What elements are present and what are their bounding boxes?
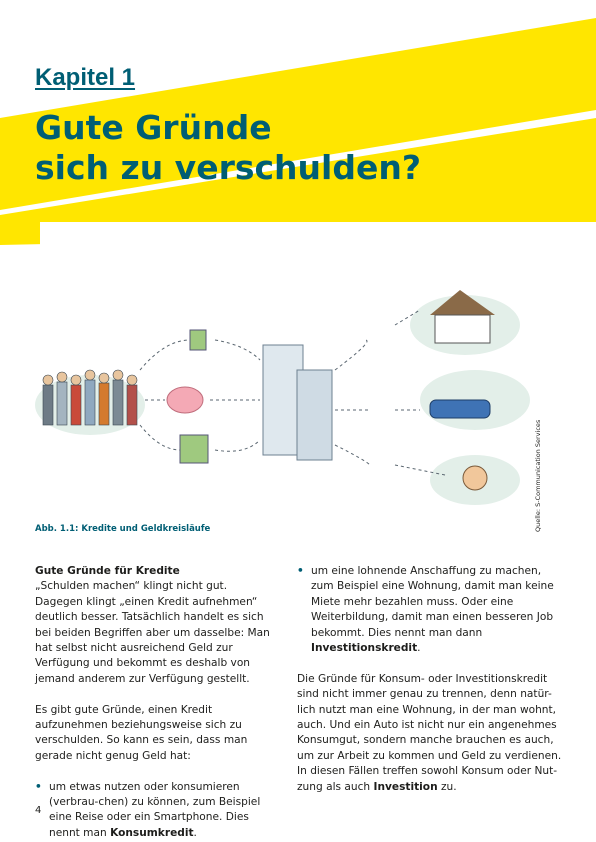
group-of-people <box>43 370 137 425</box>
title-line-1: Gute Gründe <box>35 108 272 147</box>
car <box>430 400 490 418</box>
money-jar <box>190 330 206 350</box>
bullet-dot: • <box>297 565 304 577</box>
section-subheading: Gute Gründe für Kredite <box>35 565 180 577</box>
title-line-2: sich zu verschulden? <box>35 148 421 187</box>
distinction-paragraph: Die Gründe für Konsum- oder Investitionskredit sind nicht immer genau zu trennen, denn natür-lich nutzt man eine Wohnung, in der man wohnt, auch. Und ein Auto ist nicht nur ein angenehmes Konsumgut, sondern manche brauchen es auch, um zur Arbeit zu kommen und Geld zu verdienen. In diesen Fällen treffen sowohl Konsum oder Nut-zung als auch Investition zu. <box>297 672 562 793</box>
figure-source: Quelle: S-Communication Services <box>534 419 542 532</box>
intro-paragraph: „Schulden machen“ klingt nicht gut. Dagegen klingt „einen Kredit aufnehmen“ deutlich besser. Tatsächlich handelt es sich bei beiden Begriffen aber um dasselbe: Man hat selbst nicht ausreichend Geld zur Verfügung und bekommt es deshalb von jemand anderem zur Verfügung gestellt. <box>35 580 270 685</box>
money-bills <box>180 435 208 463</box>
page-title <box>35 108 421 188</box>
figure-caption: Abb. 1.1: Kredite und Geldkreisläufe <box>35 524 211 534</box>
graduate <box>463 466 487 490</box>
piggy-bank <box>167 387 203 413</box>
right-column <box>297 564 562 795</box>
page-number: 4 <box>35 805 42 816</box>
consumer-credit-bullet: • um etwas nutzen oder konsumieren (verbrau-chen) zu können, zum Beispiel eine Reise oder ein Smartphone. Dies nennt man Konsumkredit. <box>35 780 261 839</box>
credit-cycle-illustration <box>35 230 545 510</box>
bank-towers <box>263 345 332 460</box>
reasons-paragraph: Es gibt gute Gründe, einen Kredit aufzunehmen beziehungsweise sich zu verschulden. So kann es sein, dass man gerade nicht genug Geld hat: <box>35 703 248 762</box>
chapter-label: Kapitel 1 <box>35 64 136 91</box>
investment-credit-bullet: • um eine lohnende Anschaffung zu machen, zum Beispiel eine Wohnung, damit man keine Miete mehr bezahlen muss. Oder eine Weiterbildung, damit man einen besseren Job bekommt. Dies nennt man dann Investitionskredit. <box>297 565 554 655</box>
left-column <box>35 564 278 841</box>
bullet-dot: • <box>35 780 42 793</box>
